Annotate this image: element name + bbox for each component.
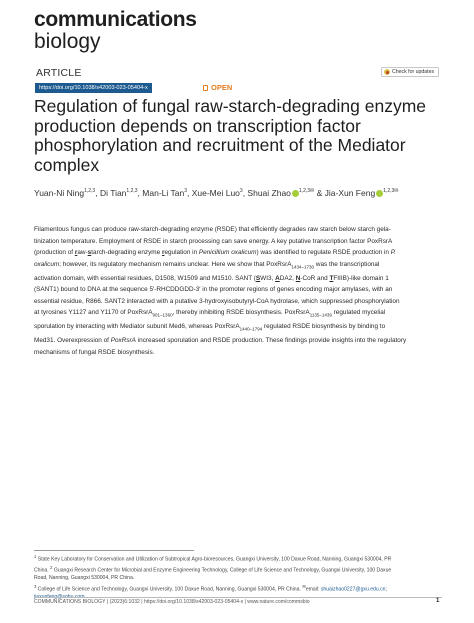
author-affiliation: 1,2,3✉	[383, 188, 399, 195]
affiliations-footnote: $^1$ State Key Laboratory for Conservation and Utilization of Subtropical Agro-bioresources, Guangxi University, 100 Daxue Road, Nanning, Guangxi 530004, PR China. $^2$ Guangxi Research Center for Microbial and Enzyme Engineering Technology, College of Life Science and Technology, Guangxi University, 100 Daxue Road, Nanning, Guangxi 530004, PR China. $^3$ College of Life Science and Technology, Guangxi University, 100 Daxue Road, Nanning, Guangxi 530004, PR China. ✉email: shuaizhao0227@gxu.edu.cn; jiaxunfeng@sohu.com	[34, 554, 392, 600]
title-line: complex	[34, 154, 100, 175]
author-affiliation: 3	[239, 188, 243, 195]
open-access-badge	[203, 83, 232, 93]
author-name[interactable]: Jia-Xun Feng	[324, 188, 376, 198]
abstract	[34, 224, 442, 358]
journal-name-line2: biology	[34, 30, 101, 53]
abstract-line: at tyrosines Y1127 and Y1170 of PoxRsrA$_{901-1360}$, thereby inhibiting RSDE biosynthesis. PoxRsrA$_{1135-1439}$ regulated mycelial	[34, 309, 386, 318]
author-name[interactable]: Di Tian	[99, 188, 127, 198]
running-footer: COMMUNICATIONS BIOLOGY | (2023)6:1032 | https://doi.org/10.1038/s42003-023-05404-x | www.nature.com/commsbio	[34, 599, 310, 605]
title-line: Regulation of fungal raw-starch-degrading enzyme	[34, 96, 427, 116]
abstract-line: (SANT1) bound to DNA at the sequence 5′-RHCDDGDD-3′ in the promoter regions of genes encoding major amylases, with an	[34, 286, 393, 294]
abstract-line: tinization temperature. Employment of RSDE in starch processing can save energy. A key putative transcription factor PoxRsrA	[34, 237, 393, 245]
author-affiliation: 1,2,3✉	[298, 188, 315, 195]
open-lock-icon	[203, 85, 208, 91]
doi-link[interactable]: https://doi.org/10.1038/s42003-023-05404-x	[35, 83, 152, 93]
abstract-line: oxalicum; however, its regulatory mechanism remains unclear. Here we show that PoxRsrA$_{1434-1730}$ was the transcriptional	[34, 260, 380, 270]
abstract-line: essential residue, R866. SANT2 interacted with a putative 3-hydroxyisobutyryl-CoA hydrolase, which suppressed phosphorylation	[34, 297, 400, 305]
check-updates-label: Check for updates	[392, 69, 435, 75]
article-type: ARTICLE	[36, 67, 82, 79]
author-list: Yuan-Ni Ning$^{1,2,3}$, Di Tian$^{1,2,3}$, Man-Li Tan$^3$, Xue-Mei Luo$^3$, Shuai Zhao $^{1,2,3✉}$ & Jia-Xun Feng $^{1,2,3✉}$	[34, 188, 399, 198]
orcid-icon[interactable]	[292, 190, 299, 197]
footer-divider	[34, 597, 442, 598]
open-label: OPEN	[211, 83, 233, 92]
author-name[interactable]: Shuai Zhao	[247, 188, 291, 198]
abstract-line: sporulation by interacting with Mediator subunit Med6, whereas PoxRsrA$_{1440-1794}$ regulated RSDE biosynthesis by binding to	[34, 323, 386, 332]
author-name[interactable]: Xue-Mei Luo	[191, 188, 240, 198]
journal-name: communications	[34, 8, 197, 31]
abstract-line: (production of raw-starch-degrading enzyme regulation in Penicillium oxalicum) was identified to regulate RSDE production in P.	[34, 249, 396, 257]
check-for-updates-button[interactable]	[381, 67, 439, 77]
abstract-line: Filamentous fungus can produce raw-starch-degrading enzyme (RSDE) that efficiently degrades raw starch below starch gela-	[34, 226, 391, 233]
email-icon: ✉	[302, 583, 306, 589]
abstract-line: Med31. Overexpression of PoxRsrA increased sporulation and RSDE production. These findings provide insights into the regulatory	[34, 337, 407, 345]
email-link[interactable]: shuaizhao0227@gxu.edu.cn	[320, 586, 386, 593]
crossmark-icon	[384, 69, 390, 75]
author-affiliation: 1,2,3	[84, 188, 96, 195]
abstract-line: activation domain, with essential residues, D1508, W1509 and M1510. SANT (SWI3, ADA2, N-CoR and TFIIIB)-like domain 1	[34, 274, 389, 282]
footnote-divider	[34, 550, 194, 551]
title-line: production depends on transcription factor	[34, 115, 361, 136]
abstract-line: mechanisms of fungal RSDE biosynthesis.	[34, 348, 155, 356]
author-name[interactable]: Yuan-Ni Ning	[34, 188, 85, 198]
author-affiliation: 3	[184, 188, 187, 195]
title-line: phosphorylation and recruitment of the Mediator	[34, 135, 406, 155]
page-number: 1	[436, 598, 440, 604]
author-name[interactable]: Man-Li Tan	[142, 188, 185, 198]
email-link[interactable]: jiaxunfeng@sohu.com	[34, 593, 85, 600]
article-title	[34, 97, 454, 175]
author-affiliation: 1,2,3	[126, 188, 138, 195]
